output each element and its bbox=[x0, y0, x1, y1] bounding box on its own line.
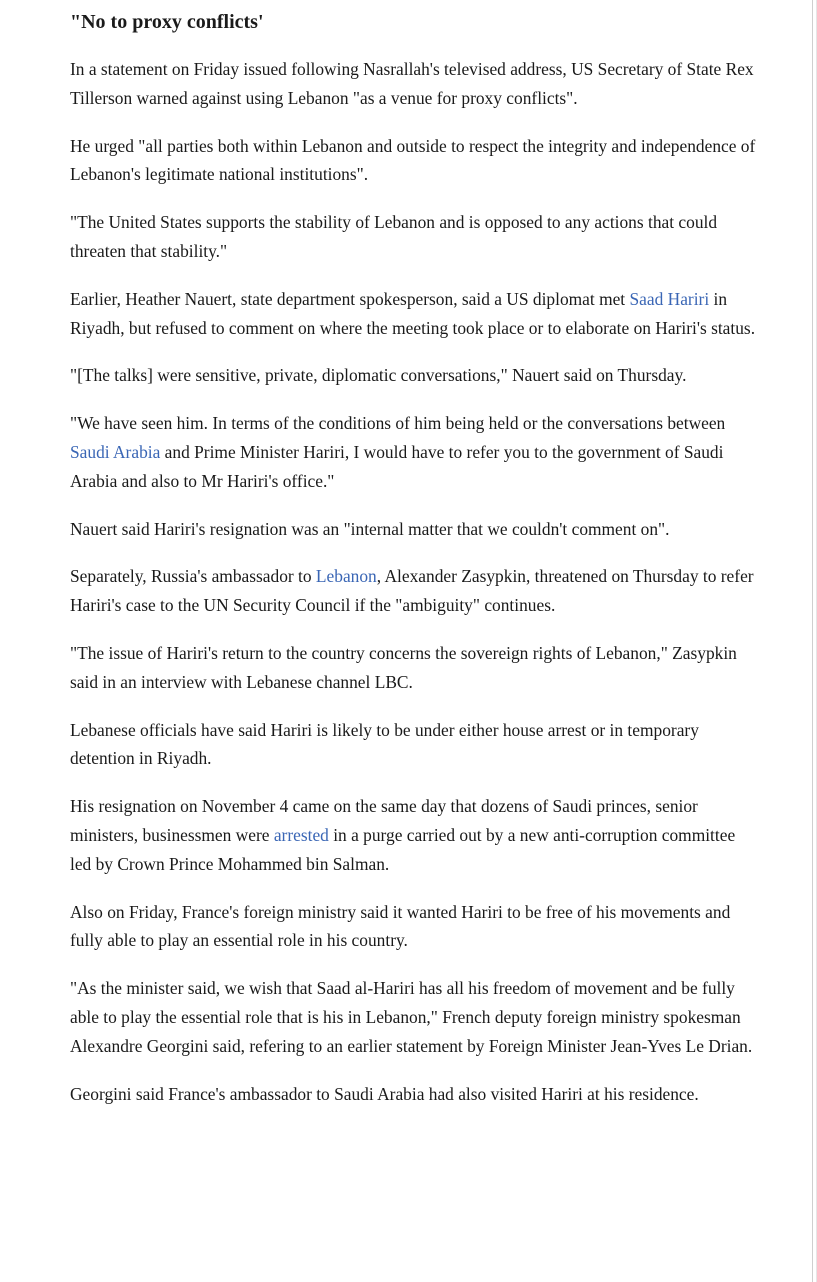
link-arrested[interactable]: arrested bbox=[273, 824, 329, 845]
link-saudi-arabia[interactable]: Saudi Arabia bbox=[70, 441, 161, 462]
paragraph bbox=[70, 716, 760, 774]
paragraph bbox=[70, 409, 760, 495]
paragraph bbox=[70, 285, 760, 343]
paragraph-text: in Riyadh, but refused to comment on where the meeting took place or to elaborate on Hariri's status. bbox=[70, 288, 756, 338]
paragraph bbox=[70, 792, 760, 878]
paragraph bbox=[70, 898, 760, 956]
paragraph bbox=[70, 55, 760, 113]
paragraph-text: , Alexander Zasypkin, threatened on Thursday to refer Hariri's case to the UN Security Council if the "ambiguity" continues. bbox=[70, 566, 754, 616]
paragraph bbox=[70, 361, 760, 390]
paragraph bbox=[70, 132, 760, 190]
page-border-line bbox=[812, 0, 813, 1282]
paragraph-text: and Prime Minister Hariri, I would have to refer you to the government of Saudi Arabia and also to Mr Hariri's office." bbox=[70, 441, 724, 491]
paragraph-text: His resignation on November 4 came on the same day that dozens of Saudi princes, senior ministers, businessmen were bbox=[70, 796, 698, 845]
paragraph-text: Lebanese officials have said Hariri is likely to be under either house arrest or in temporary detention in Riyadh. bbox=[70, 719, 699, 769]
article-body bbox=[70, 0, 760, 1108]
paragraph bbox=[70, 562, 760, 620]
paragraph-text: Earlier, Heather Nauert, state department spokesperson, said a US diplomat met bbox=[70, 288, 630, 309]
paragraph-text: In a statement on Friday issued following Nasrallah's televised address, US Secretary of State Rex Tillerson warned against using Lebanon "as a venue for proxy conflicts". bbox=[70, 59, 754, 108]
section-heading: "No to proxy conflicts' bbox=[70, 11, 264, 33]
paragraph-text: "We have seen him. In terms of the conditions of him being held or the conversations between bbox=[70, 413, 726, 434]
paragraph-text: Also on Friday, France's foreign ministry said it wanted Hariri to be free of his movements and fully able to play an essential role in his country. bbox=[70, 901, 731, 951]
paragraph bbox=[70, 1080, 760, 1109]
paragraph-text: in a purge carried out by a new anti-corruption committee led by Crown Prince Mohammed bin Salman. bbox=[70, 824, 736, 874]
paragraph-text: Separately, Russia's ambassador to bbox=[70, 566, 316, 587]
paragraph-text: "[The talks] were sensitive, private, diplomatic conversations," Nauert said on Thursday. bbox=[70, 365, 687, 386]
paragraph bbox=[70, 515, 760, 544]
paragraph bbox=[70, 639, 760, 697]
link-saad-hariri[interactable]: Saad Hariri bbox=[629, 288, 710, 309]
paragraph-text: "The issue of Hariri's return to the country concerns the sovereign rights of Lebanon," Zasypkin said in an interview with Lebanese channel LBC. bbox=[70, 642, 737, 692]
link-lebanon[interactable]: Lebanon bbox=[315, 566, 377, 587]
paragraph-text: "As the minister said, we wish that Saad al-Hariri has all his freedom of movement and be fully able to play the essential role that is his in Lebanon," French deputy foreign ministry spokesman Alexandre Georgini said, refering to an earlier statement by Foreign Minister Jean-Yves Le Drian. bbox=[70, 978, 753, 1056]
paragraph-text: He urged "all parties both within Lebanon and outside to respect the integrity and independence of Lebanon's legitimate national institutions". bbox=[70, 135, 756, 185]
paragraph-text: "The United States supports the stability of Lebanon and is opposed to any actions that could threaten that stability." bbox=[70, 212, 718, 261]
paragraph-text: Nauert said Hariri's resignation was an "internal matter that we couldn't comment on". bbox=[70, 518, 670, 539]
paragraph-text: Georgini said France's ambassador to Saudi Arabia had also visited Hariri at his residence. bbox=[70, 1083, 699, 1104]
paragraph bbox=[70, 208, 760, 266]
paragraph bbox=[70, 974, 760, 1060]
